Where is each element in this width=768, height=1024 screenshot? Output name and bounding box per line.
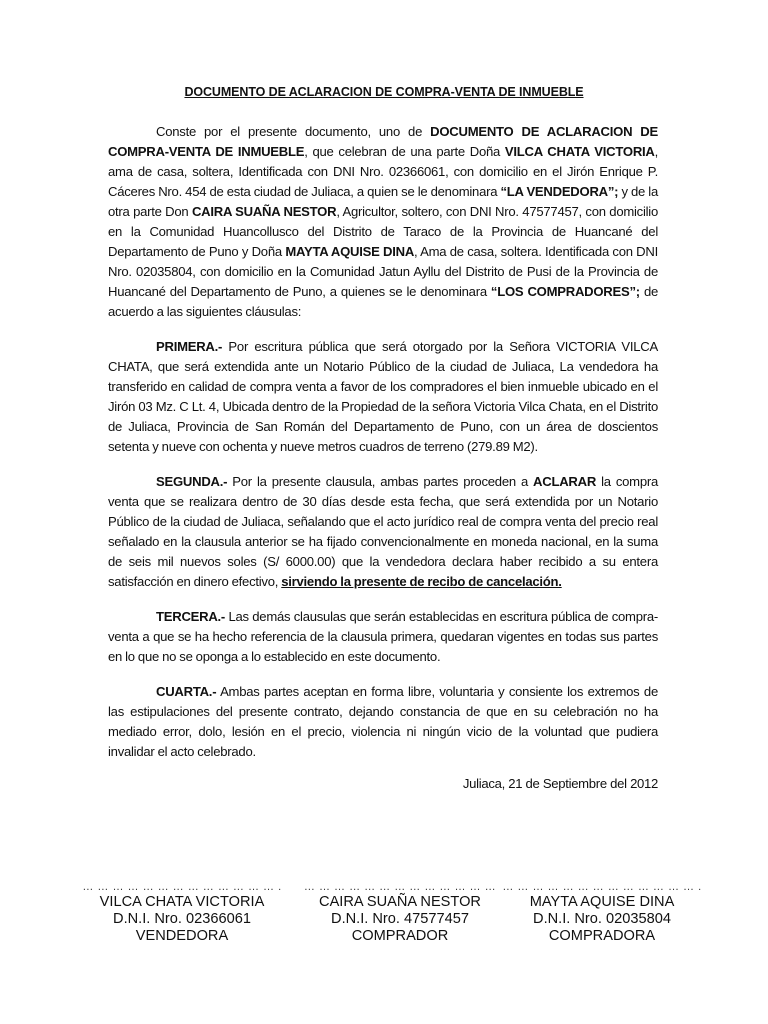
signature-line: … … … … … … … … … … … … … <box>303 881 497 893</box>
intro-text: Conste por el presente documento, uno de <box>156 124 431 139</box>
signer-dni: D.N.I. Nro. 02366061 <box>113 911 251 927</box>
clause-bold-term: ACLARAR <box>533 474 597 489</box>
clause-tercera <box>108 607 658 667</box>
clause-text: Por escritura pública que será otorgado por la Señora VICTORIA VILCA CHATA, que será extendida ante un Notario Público de la ciudad de Juliaca, La vendedora ha transferido en calidad de compra venta a favor de los compradores el bien inmueble ubicado en el Jirón 03 Mz. C Lt. 4, Ubicada dentro de la Propiedad de la señora Victoria Vilca Chata, en el Distrito de Juliaca, Provincia de San Román del Departamento de Puno, con un área de doscientos setenta y nueve con ochenta y nueve metros cuadros de terreno (279.89 M2). <box>108 339 658 454</box>
intro-text: , Agricultor, soltero, con DNI Nro. 47577457, con domicilio en la Comunidad Huancollusco del Distrito de Taraco de la Provincia de Huancané del Departamento de Puno y Doña <box>108 204 658 259</box>
signer-dni: D.N.I. Nro. 02035804 <box>533 911 671 927</box>
signer-role: VENDEDORA <box>135 928 229 944</box>
buyer1-name: CAIRA SUAÑA NESTOR <box>191 204 337 219</box>
signer-dni: D.N.I. Nro. 47577457 <box>331 911 469 927</box>
signature-block-buyer2 <box>502 880 702 945</box>
clause-text: Las demás clausulas que serán establecidas en escritura pública de compra-venta a que se ha hecho referencia de la clausula primera, quedaran vigentes en todas sus partes en lo que no se oponga a lo establecido en este documento. <box>108 609 658 664</box>
signature-line: … … … … … … … … … … … … … . <box>82 881 282 893</box>
intro-paragraph <box>108 122 658 322</box>
clause-cuarta <box>108 682 658 762</box>
buyer2-name: MAYTA AQUISE DINA <box>285 244 415 259</box>
seller-designation: “LA VENDEDORA”; <box>500 184 619 199</box>
intro-text: y de la otra parte Don <box>108 184 658 219</box>
signer-name: VILCA CHATA VICTORIA <box>99 894 265 910</box>
document-title: DOCUMENTO DE ACLARACION DE COMPRA-VENTA DE INMUEBLE <box>184 85 584 99</box>
clause-primera <box>108 337 658 457</box>
clause-label: PRIMERA.- <box>156 339 223 354</box>
signer-role: COMPRADOR <box>351 928 449 944</box>
signature-block-seller <box>82 880 282 945</box>
signer-role: COMPRADORA <box>548 928 656 944</box>
clause-label: SEGUNDA.- <box>156 474 228 489</box>
clause-text: Ambas partes aceptan en forma libre, voluntaria y consiente los extremos de las estipulaciones del presente contrato, dejando constancia de que en su celebración no ha mediado error, dolo, lesión en el precio, violencia ni ningún vicio de la voluntad que pudiera invalidar el acto celebrado. <box>108 684 658 759</box>
signature-line: … … … … … … … … … … … … … . <box>502 881 702 893</box>
signer-name: MAYTA AQUISE DINA <box>529 894 675 910</box>
intro-text: , Ama de casa, soltera. Identificada con DNI Nro. 02035804, con domicilio en la Comunidad Jatun Ayllu del Distrito de Pusi de la Provincia de Huancané del Departamento de Puno, a quienes se le denominara <box>108 244 658 299</box>
buyers-designation: “LOS COMPRADORES”; <box>490 284 640 299</box>
intro-bold-doc-type: DOCUMENTO DE ACLARACION DE COMPRA-VENTA DE INMUEBLE <box>108 124 658 159</box>
document-body <box>108 122 658 777</box>
clause-segunda <box>108 472 658 592</box>
clause-label: CUARTA.- <box>156 684 217 699</box>
seller-name: VILCA CHATA VICTORIA <box>504 144 655 159</box>
intro-text: de acuerdo a las siguientes cláusulas: <box>108 284 659 319</box>
clause-text: Por la presente clausula, ambas partes proceden a <box>227 474 534 489</box>
clause-text: la compra venta que se realizara dentro de 30 días desde esta fecha, que será extendida por un Notario Público de la ciudad de Juliaca, señalando que el acto jurídico real de compra venta del precio real señalado en la clausula anterior se ha fijado convencionalmente en moneda nacional, en la suma de seis mil nuevos soles (S/ 6000.00) que la vendedora declara haber recibido a su entera satisfacción en dinero efectivo, <box>108 474 658 589</box>
intro-text: , ama de casa, soltera, Identificada con DNI Nro. 02366061, con domicilio en el Jirón Enrique P. Cáceres Nro. 454 de esta ciudad de Juliaca, a quien se le denominara <box>108 144 659 199</box>
signature-block-buyer1 <box>300 880 500 945</box>
intro-text: , que celebran de una parte Doña <box>304 144 505 159</box>
document-date: Juliaca, 21 de Septiembre del 2012 <box>462 776 658 791</box>
signer-name: CAIRA SUAÑA NESTOR <box>319 894 481 910</box>
clause-label: TERCERA.- <box>156 609 226 624</box>
receipt-statement: sirviendo la presente de recibo de cancelación. <box>281 574 562 589</box>
